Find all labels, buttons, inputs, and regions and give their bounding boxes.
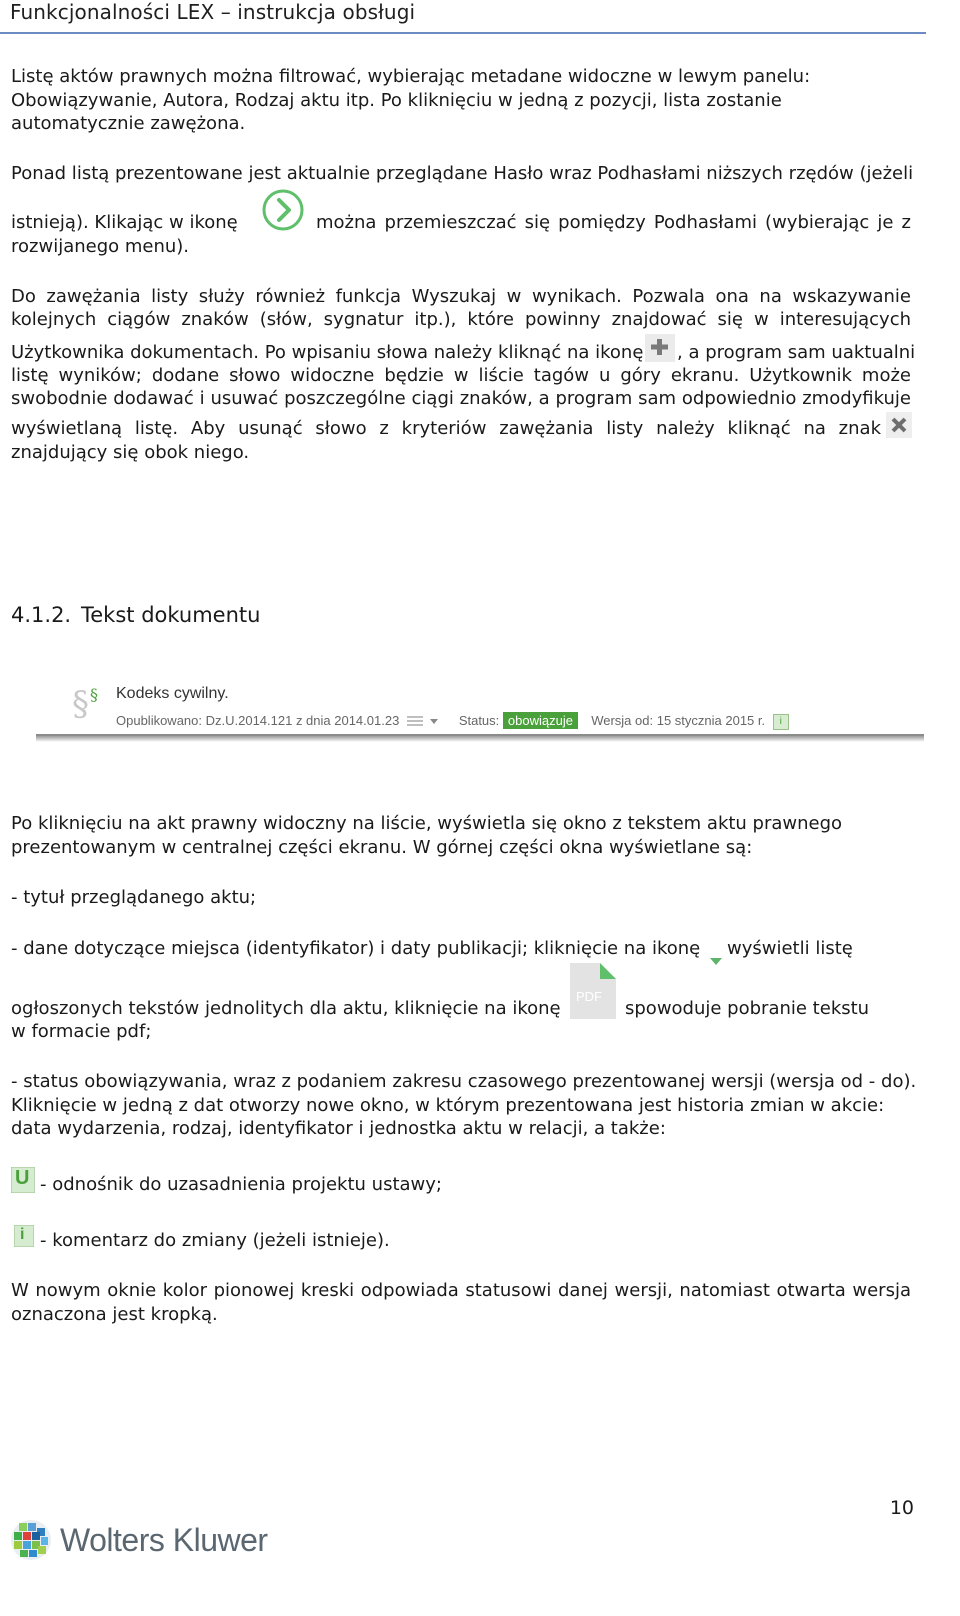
- chevron-down-icon[interactable]: [430, 719, 438, 724]
- act-meta-row: [116, 712, 789, 730]
- act-title: Kodeks cywilny.: [116, 685, 229, 702]
- header-rule: [0, 32, 926, 34]
- para4-line-1: Po kliknięciu na akt prawny widoczny na liście, wyświetla się okno z tekstem aktu prawnego: [11, 813, 843, 834]
- chevron-right-circle-icon: [261, 188, 305, 236]
- dropdown-arrow-icon: [710, 951, 722, 970]
- section-heading: [11, 603, 260, 627]
- section-number: 4.1.2.: [11, 603, 72, 627]
- remove-x-icon: [886, 412, 912, 442]
- para3-line-6: wyświetlaną listę. Aby usunąć słowo z kryteriów zawężania listy należy kliknąć na znak: [11, 418, 881, 439]
- para5-line-2: oznaczona jest kropką.: [11, 1304, 218, 1325]
- bullet3-line-2: Kliknięcie w jedną z dat otworzy nowe okno, w którym prezentowana jest historia zmian w akcie:: [11, 1095, 885, 1116]
- svg-text:§: §: [72, 684, 89, 722]
- para1-line-1: Listę aktów prawnych można filtrować, wybierając metadane widoczne w lewym panelu:: [11, 66, 811, 87]
- bullet3-line-3: data wydarzenia, rodzaj, identyfikator i jednostka aktu w relacji, a także:: [11, 1118, 666, 1139]
- version-info[interactable]: Wersja od: 15 stycznia 2015 r.: [591, 713, 766, 728]
- para4-line-2: prezentowanym w centralnej części ekranu. W górnej części okna wyświetlane są:: [11, 837, 753, 858]
- bullet2-line-3: w formacie pdf;: [11, 1021, 152, 1042]
- icon-item-2-text: - komentarz do zmiany (jeżeli istnieje).: [40, 1230, 390, 1251]
- bullet3-line-1: - status obowiązywania, wraz z podaniem zakresu czasowego prezentowanej wersji (wersja od - do).: [11, 1071, 917, 1092]
- add-plus-icon: [645, 334, 675, 366]
- para3-line-1: Do zawężania listy służy również funkcja Wyszukaj w wynikach. Pozwala ona na wskazywanie: [11, 286, 911, 307]
- status-badge: obowiązuje: [503, 712, 578, 729]
- para2-line-1: Ponad listą prezentowane jest aktualnie przeglądane Hasło wraz Podhasłami niższych rzędów (jeżeli: [11, 163, 914, 184]
- comment-info-icon: [14, 1225, 34, 1251]
- justification-u-icon: [11, 1167, 35, 1197]
- para3-line-2: kolejnych ciągów znaków (słów, sygnatur itp.), które powinny znajdować się w interesujących: [11, 309, 911, 330]
- para3-line-3a: Użytkownika dokumentach. Po wpisaniu słowa należy kliknąć na ikonę: [11, 342, 644, 363]
- bullet-title: - tytuł przeglądanego aktu;: [11, 887, 257, 908]
- para1-line-2: Obowiązywanie, Autora, Rodzaj aktu itp. Po kliknięciu w jedną z pozycji, lista zostanie: [11, 90, 782, 111]
- status-label: Status:: [458, 713, 500, 728]
- document-header-screenshot: [36, 676, 924, 746]
- i-icon-glyph: i: [20, 1226, 25, 1243]
- wk-logo-icon: [10, 1519, 52, 1561]
- para1-line-3: automatycznie zawężona.: [11, 113, 246, 134]
- pdf-icon-label: PDF: [576, 989, 602, 1004]
- para3-line-3b: , a program sam uaktualni: [677, 342, 916, 363]
- para3-line-5: swobodnie dodawać i usuwać poszczególne ciągi znaków, a program sam odpowiednio zmodyfikuje: [11, 388, 911, 409]
- paragraph-sign-icon: [70, 682, 104, 726]
- para5-line-1: W nowym oknie kolor pionowej kreski odpowiada statusowi danej wersji, natomiast otwarta wersja: [11, 1280, 911, 1301]
- published-info: Opublikowano: Dz.U.2014.121 z dnia 2014.01.23: [116, 713, 400, 728]
- wk-logo-text: Wolters Kluwer: [60, 1521, 268, 1558]
- para3-line-7: znajdujący się obok niego.: [11, 442, 250, 463]
- info-icon[interactable]: i: [773, 714, 789, 730]
- bullet2-line-2b: spowoduje pobranie tekstu: [625, 998, 870, 1019]
- para3-line-4: listę wyników; dodane słowo widoczne będzie w liście tagów u góry ekranu. Użytkownik może: [11, 365, 911, 386]
- document-header-title: Funkcjonalności LEX – instrukcja obsługi: [10, 0, 416, 24]
- para2-line-3: rozwijanego menu).: [11, 236, 190, 257]
- page-number: 10: [889, 1497, 914, 1519]
- icon-item-1-text: - odnośnik do uzasadnienia projektu ustawy;: [40, 1174, 442, 1195]
- u-icon-glyph: U: [15, 1167, 30, 1189]
- pdf-icon: [570, 963, 616, 1023]
- svg-text:§: §: [90, 685, 98, 704]
- para2-line-2a: istnieją). Klikając w ikonę: [11, 212, 238, 233]
- para2-line-2b: można przemieszczać się pomiędzy Podhasłami (wybierając je z: [316, 212, 911, 233]
- bullet2-line-1a: - dane dotyczące miejsca (identyfikator) i daty publikacji; kliknięcie na ikonę: [11, 938, 701, 959]
- bullet2-line-1b: wyświetli listę: [727, 938, 853, 959]
- section-title: Tekst dokumentu: [81, 603, 261, 627]
- list-icon[interactable]: [407, 716, 423, 728]
- wolters-kluwer-logo: [10, 1519, 268, 1561]
- bullet2-line-2a: ogłoszonych tekstów jednolitych dla aktu, kliknięcie na ikonę: [11, 998, 561, 1019]
